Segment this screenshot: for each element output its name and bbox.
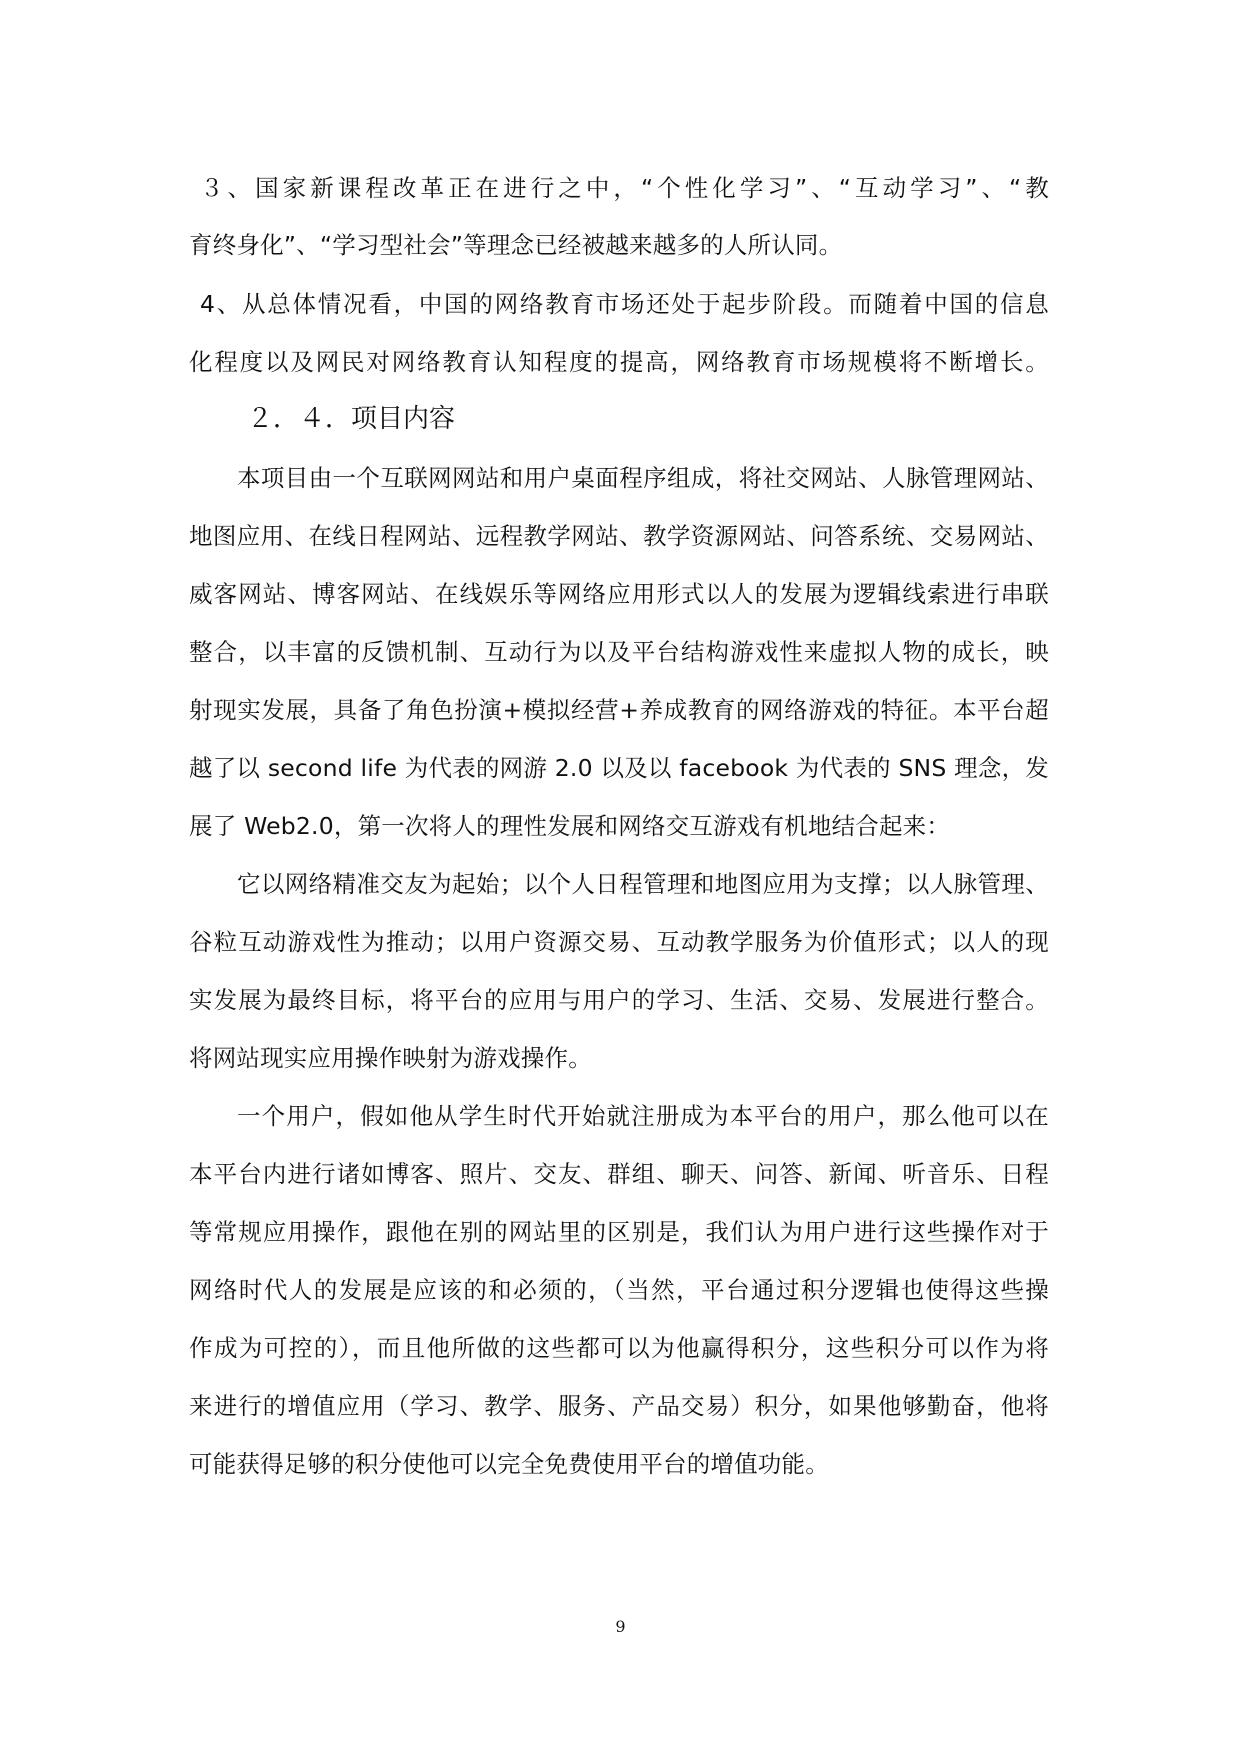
paragraph-5-line-7: 展了 Web2.0，第一次将人的理性发展和网络交互游戏有机地结合起来： bbox=[189, 812, 951, 840]
paragraph-7-line-5: 作成为可控的），而且他所做的这些都可以为他赢得积分，这些积分可以作为将 bbox=[189, 1334, 1049, 1362]
section-heading: ２．４．项目内容 bbox=[247, 404, 456, 434]
paragraph-7-line-6: 来进行的增值应用（学习、教学、服务、产品交易）积分，如果他够勤奋，他将 bbox=[189, 1392, 1049, 1420]
paragraph-7-line-3: 等常规应用操作，跟他在别的网站里的区别是，我们认为用户进行这些操作对于 bbox=[189, 1218, 1049, 1246]
paragraph-5-line-6: 越了以 second life 为代表的网游 2.0 以及以 facebook 为代表的 SNS 理念，发 bbox=[189, 754, 1049, 782]
paragraph-6-line-4: 将网站现实应用操作映射为游戏操作。 bbox=[189, 1044, 592, 1072]
paragraph-5-line-1: 本项目由一个互联网网站和用户桌面程序组成，将社交网站、人脉管理网站、 bbox=[237, 464, 1049, 492]
paragraph-7-line-7: 可能获得足够的积分使他可以完全免费使用平台的增值功能。 bbox=[189, 1450, 829, 1478]
page-number: 9 bbox=[615, 1617, 626, 1636]
paragraph-4-line-2: 化程度以及网民对网络教育认知程度的提高，网络教育市场规模将不断增长。 bbox=[189, 348, 1049, 376]
paragraph-3-line-1: ３、国家新课程改革正在进行之中，“个性化学习”、“互动学习”、“教 bbox=[200, 174, 1049, 202]
paragraph-3-line-2: 育终身化”、“学习型社会”等理念已经被越来越多的人所认同。 bbox=[189, 231, 843, 259]
paragraph-4-line-1: 4、从总体情况看，中国的网络教育市场还处于起步阶段。而随着中国的信息 bbox=[200, 290, 1049, 318]
paragraph-6-line-3: 实发展为最终目标，将平台的应用与用户的学习、生活、交易、发展进行整合。 bbox=[189, 986, 1049, 1014]
paragraph-5-line-3: 威客网站、博客网站、在线娱乐等网络应用形式以人的发展为逻辑线索进行串联 bbox=[189, 580, 1049, 608]
paragraph-6-line-1: 它以网络精准交友为起始；以个人日程管理和地图应用为支撑；以人脉管理、 bbox=[237, 870, 1049, 898]
paragraph-7-line-1: 一个用户，假如他从学生时代开始就注册成为本平台的用户，那么他可以在 bbox=[237, 1102, 1049, 1130]
paragraph-6-line-2: 谷粒互动游戏性为推动；以用户资源交易、互动教学服务为价值形式；以人的现 bbox=[189, 928, 1049, 956]
paragraph-7-line-2: 本平台内进行诸如博客、照片、交友、群组、聊天、问答、新闻、听音乐、日程 bbox=[189, 1160, 1049, 1188]
paragraph-5-line-4: 整合，以丰富的反馈机制、互动行为以及平台结构游戏性来虚拟人物的成长，映 bbox=[189, 638, 1049, 666]
paragraph-5-line-5: 射现实发展，具备了角色扮演+模拟经营+养成教育的网络游戏的特征。本平台超 bbox=[189, 696, 1049, 724]
paragraph-7-line-4: 网络时代人的发展是应该的和必须的，（当然，平台通过积分逻辑也使得这些操 bbox=[189, 1276, 1049, 1304]
paragraph-5-line-2: 地图应用、在线日程网站、远程教学网站、教学资源网站、问答系统、交易网站、 bbox=[189, 522, 1049, 550]
